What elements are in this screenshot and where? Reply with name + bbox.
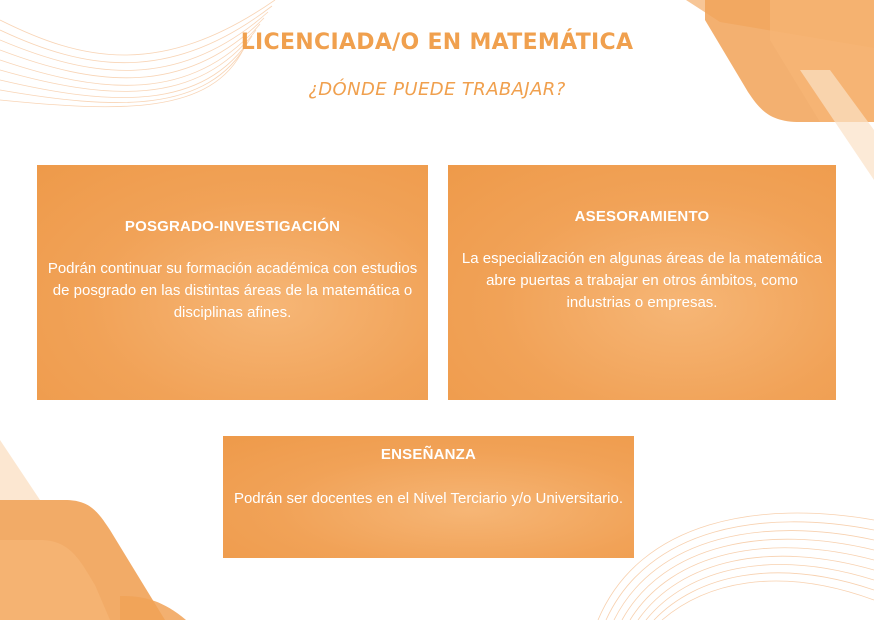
bottom-left-shapes (0, 440, 186, 620)
page-subtitle: ¿DÓNDE PUEDE TRABAJAR? (308, 79, 566, 100)
page-title: LICENCIADA/O EN MATEMÁTICA (240, 30, 634, 55)
card-text: Podrán continuar su formación académica con estudios de posgrado en las distintas áreas de la matemática o disciplinas afines. (47, 260, 418, 321)
bottom-right-wave-lines (598, 513, 874, 620)
card-asesoramiento (448, 165, 836, 400)
card-title: POSGRADO-INVESTIGACIÓN (124, 218, 341, 235)
card-posgrado-investigacion (37, 165, 428, 400)
card-text: Podrán ser docentes en el Nivel Terciario y/o Universitario. (233, 490, 624, 507)
card-title: ASESORAMIENTO (574, 208, 710, 225)
card-text: La especialización en algunas áreas de la matemática abre puertas a trabajar en otros ámbitos, como industrias o empresas. (461, 250, 823, 311)
card-title: ENSEÑANZA (380, 446, 477, 463)
card-ensenanza (223, 436, 634, 558)
